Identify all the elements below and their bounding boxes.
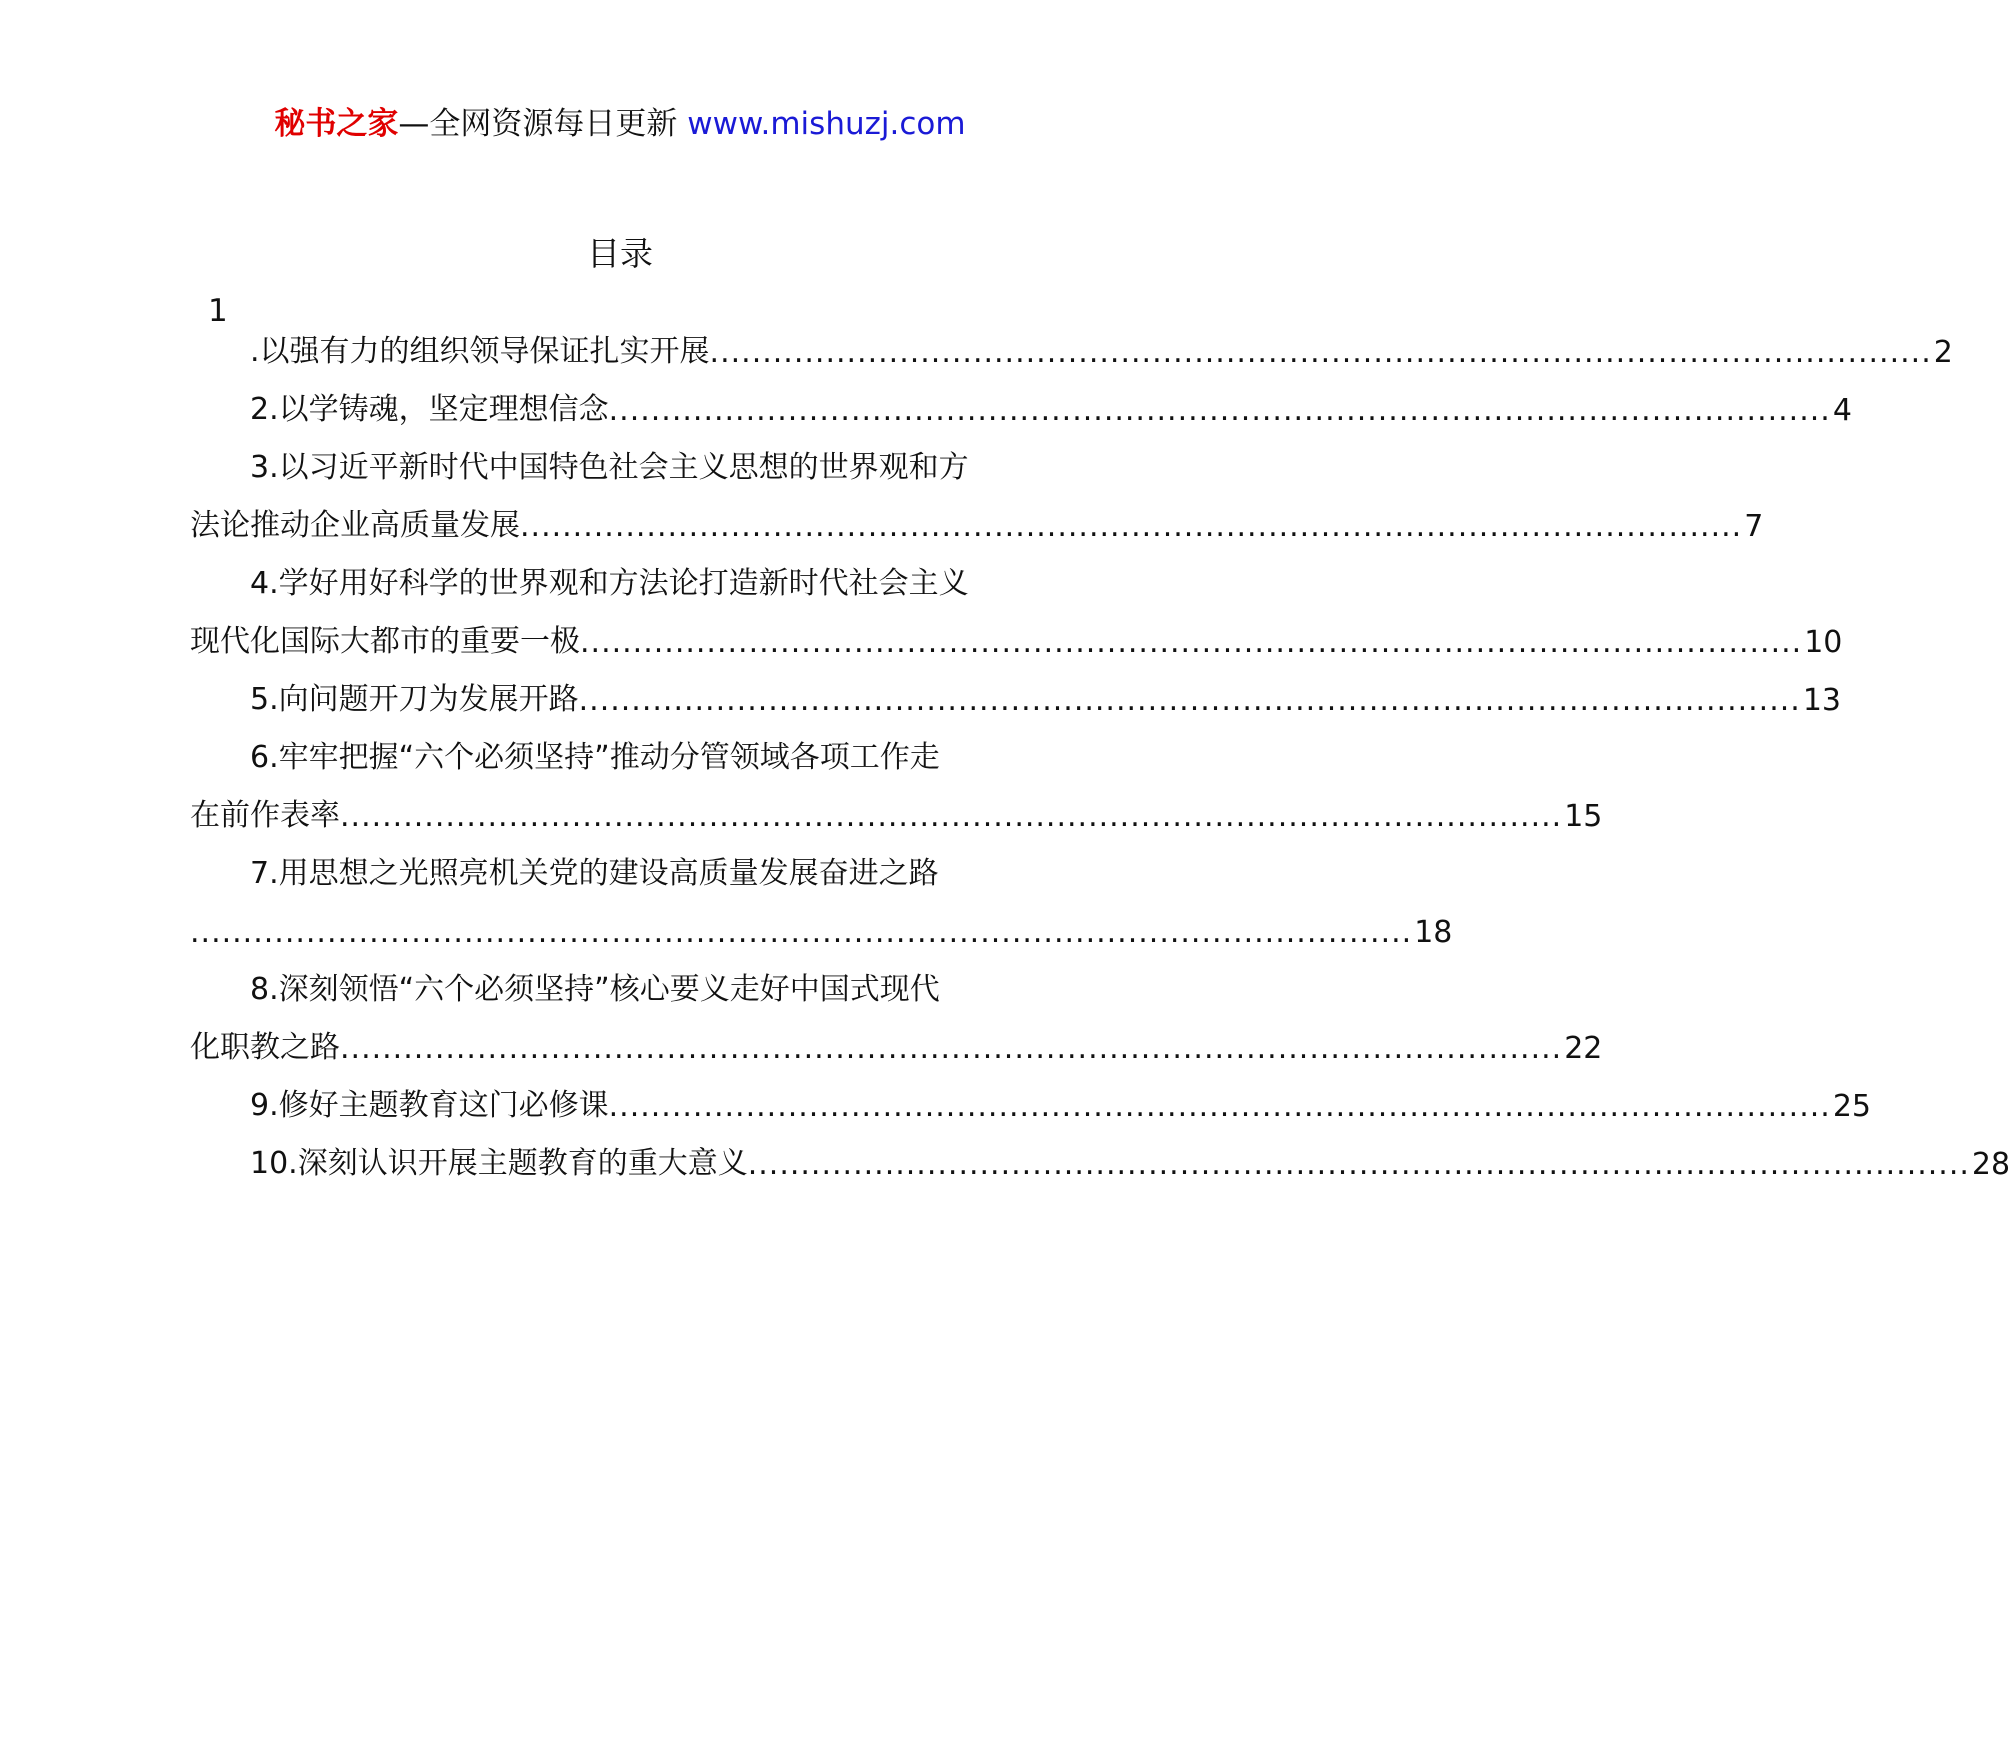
toc-entry-3-line1[interactable] [190, 436, 1110, 486]
toc-entry-1[interactable] [190, 320, 1953, 370]
toc-page-number: 10 [1804, 625, 1843, 660]
toc-page-number: 22 [1564, 1031, 1603, 1066]
toc-entry-6-line2[interactable] [190, 784, 1603, 834]
toc-page-number: 28 [1971, 1147, 2010, 1182]
brand-name: 秘书之家 [274, 106, 399, 142]
toc-entry-title-cont: 化职教之路 [190, 1030, 340, 1065]
dot-leader: .................................................................................................................... [340, 1031, 1563, 1066]
toc-entry-7-line1[interactable] [190, 842, 1110, 892]
toc-entry-title: .以强有力的组织领导保证扎实开展 [250, 334, 710, 369]
toc-entry-title: 3.以习近平新时代中国特色社会主义思想的世界观和方 [250, 450, 969, 485]
toc-page-number: 7 [1744, 509, 1764, 544]
dot-leader: .................................................................................................................... [747, 1147, 1970, 1182]
header-banner [0, 100, 1240, 148]
website-link[interactable]: www.mishuzj.com [687, 106, 966, 142]
toc-entry-title-cont: 在前作表率 [190, 798, 340, 833]
toc-page-number: 18 [1414, 915, 1453, 950]
toc-entry-7-line2[interactable] [190, 900, 1453, 950]
toc-entry-title-cont: 法论推动企业高质量发展 [190, 508, 520, 543]
toc-entry-title: 4.学好用好科学的世界观和方法论打造新时代社会主义 [250, 566, 969, 601]
toc-entry-title: 5.向问题开刀为发展开路 [250, 682, 579, 717]
toc-entry-title: 6.牢牢把握“六个必须坚持”推动分管领域各项工作走 [250, 740, 940, 775]
toc-entry-title: 10.深刻认识开展主题教育的重大意义 [250, 1146, 748, 1181]
dot-leader: .................................................................................................................... [608, 393, 1831, 428]
toc-entry-3-line2[interactable] [190, 494, 1764, 544]
toc-page-number: 2 [1933, 335, 1953, 370]
toc-entry-title: 2.以学铸魂，坚定理想信念 [250, 392, 609, 427]
dot-leader: .................................................................................................................... [340, 799, 1563, 834]
toc-entry-9[interactable] [190, 1074, 1872, 1124]
toc-entry-6-line1[interactable] [190, 726, 1110, 776]
toc-entry-4-line1[interactable] [190, 552, 1110, 602]
dot-leader: .................................................................................................................... [578, 683, 1801, 718]
toc-entry-title: 7.用思想之光照亮机关党的建设高质量发展奋进之路 [250, 856, 939, 891]
dot-leader: .................................................................................................................... [520, 509, 1743, 544]
toc-page-number: 25 [1832, 1089, 1872, 1124]
dot-leader: .................................................................................................................... [580, 625, 1803, 660]
toc-page-number: 13 [1802, 683, 1842, 718]
toc-page-number: 15 [1564, 799, 1603, 834]
toc-entry-8-line1[interactable] [190, 958, 1110, 1008]
toc-entry-8-line2[interactable] [190, 1016, 1603, 1066]
toc-entry-title-cont: 现代化国际大都市的重要一极 [190, 624, 580, 659]
toc-page-number: 4 [1832, 393, 1852, 428]
toc-entry-5[interactable] [190, 668, 1842, 718]
toc-entry-2[interactable] [190, 378, 1852, 428]
banner-tagline: —全网资源每日更新 [398, 106, 678, 142]
toc-entry-title: 9.修好主题教育这门必修课 [250, 1088, 609, 1123]
toc-entry-4-line2[interactable] [190, 610, 1843, 660]
dot-leader: .................................................................................................................... [190, 915, 1413, 950]
dot-leader: .................................................................................................................... [608, 1089, 1831, 1124]
dot-leader: .................................................................................................................... [709, 335, 1932, 370]
toc-title: 目录 [587, 234, 653, 273]
toc-entry-10[interactable] [190, 1132, 2010, 1182]
toc-lead-number: 1 [208, 293, 228, 329]
toc-entry-title: 8.深刻领悟“六个必须坚持”核心要义走好中国式现代 [250, 972, 940, 1007]
